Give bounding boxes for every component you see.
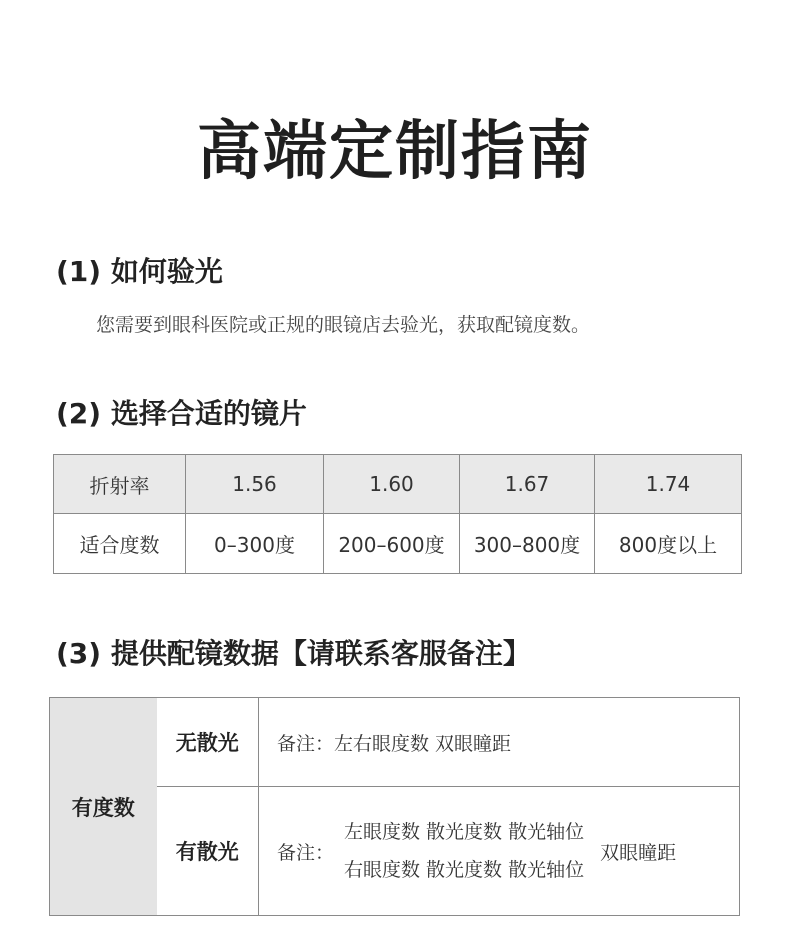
- section-heading-how-to-test: (1) 如何验光: [56, 255, 223, 288]
- lens-index-cell: 1.74: [595, 455, 742, 514]
- group-label-with-prescription: 有度数: [50, 698, 157, 916]
- section-heading-choose-lens: (2) 选择合适的镜片: [56, 397, 307, 430]
- note-text: 备注：左右眼度数 双眼瞳距: [277, 732, 512, 755]
- note-pupil-distance: 双眼瞳距: [600, 841, 677, 864]
- note-no-astigmatism: [259, 698, 740, 787]
- how-to-test-text: 您需要到眼科医院或正规的眼镜店去验光，获取配镜度数。: [96, 314, 591, 336]
- lens-range-cell: 300–800度: [460, 514, 595, 574]
- note-right-eye: 右眼度数 散光度数 散光轴位: [344, 859, 585, 881]
- lens-table-row-label: 折射率: [54, 455, 186, 514]
- type-label-no-astigmatism: 无散光: [157, 698, 259, 787]
- lens-range-cell: 200–600度: [324, 514, 460, 574]
- lens-range-cell: 0–300度: [186, 514, 324, 574]
- lens-range-cell: 800度以上: [595, 514, 742, 574]
- lens-table: [53, 454, 742, 574]
- page-title: 高端定制指南: [197, 115, 593, 189]
- note-left-eye: 左眼度数 散光度数 散光轴位: [344, 821, 585, 843]
- prescription-row-no-astigmatism: [50, 698, 740, 787]
- type-label-astigmatism: 有散光: [157, 787, 259, 916]
- section-heading-provide-data: (3) 提供配镜数据【请联系客服备注】: [56, 637, 531, 670]
- note-label: 备注：: [277, 841, 335, 864]
- lens-table-row-index: [54, 455, 742, 514]
- lens-index-cell: 1.67: [460, 455, 595, 514]
- note-astigmatism: [259, 787, 740, 916]
- lens-table-row-range: [54, 514, 742, 574]
- lens-index-cell: 1.60: [324, 455, 460, 514]
- lens-table-row-label: 适合度数: [54, 514, 186, 574]
- prescription-table: [49, 697, 740, 916]
- lens-index-cell: 1.56: [186, 455, 324, 514]
